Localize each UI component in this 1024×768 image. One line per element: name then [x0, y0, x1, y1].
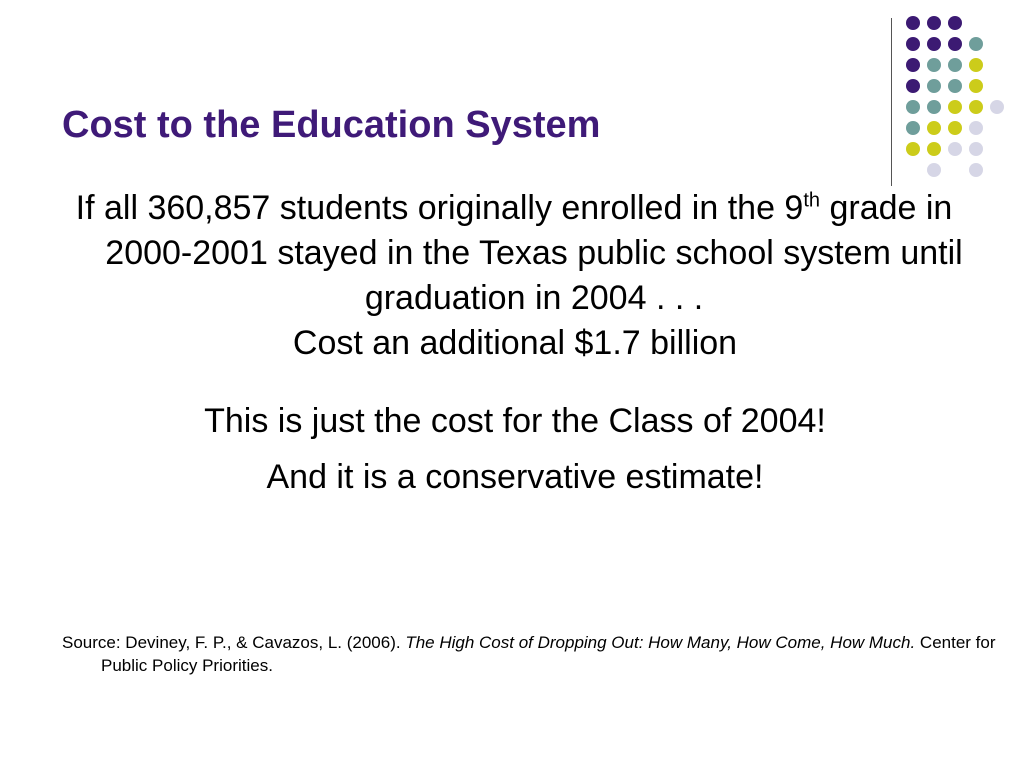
- decorative-dot: [948, 58, 962, 72]
- decorative-dot: [969, 79, 983, 93]
- decorative-dot: [948, 121, 962, 135]
- decorative-dot: [906, 16, 920, 30]
- conservative-estimate-statement: And it is a conservative estimate!: [266, 458, 764, 496]
- slide-body: [60, 186, 970, 500]
- decorative-dot: [948, 16, 962, 30]
- decorative-dot: [906, 121, 920, 135]
- source-citation: [62, 631, 1001, 677]
- decorative-dot: [990, 100, 1004, 114]
- decorative-dot: [927, 142, 941, 156]
- decorative-dot: [948, 79, 962, 93]
- decorative-dot: [927, 37, 941, 51]
- decorative-dot: [969, 163, 983, 177]
- vertical-divider: [891, 18, 892, 186]
- decorative-dot: [969, 100, 983, 114]
- slide-title: Cost to the Education System: [62, 104, 601, 146]
- decorative-dot: [906, 37, 920, 51]
- citation-title: The High Cost of Dropping Out: How Many, How Come, How Much.: [405, 633, 916, 652]
- decorative-dot-grid: [0, 0, 1024, 200]
- citation-publisher: Center for Public Policy Priorities.: [101, 633, 996, 675]
- decorative-dot: [927, 121, 941, 135]
- decorative-dot: [948, 37, 962, 51]
- decorative-dot: [927, 79, 941, 93]
- ordinal-superscript: th: [803, 189, 821, 212]
- cost-statement: Cost an additional $1.7 billion: [292, 324, 738, 362]
- decorative-dot: [969, 121, 983, 135]
- decorative-dot: [906, 58, 920, 72]
- decorative-dot: [906, 79, 920, 93]
- decorative-dot: [948, 100, 962, 114]
- decorative-dot: [927, 100, 941, 114]
- decorative-dot: [969, 37, 983, 51]
- enrollment-text-start: If all 360,857 students originally enrolled in the 9: [75, 189, 804, 227]
- decorative-dot: [906, 100, 920, 114]
- class-cost-statement: This is just the cost for the Class of 2004!: [204, 402, 826, 440]
- decorative-dot: [969, 142, 983, 156]
- decorative-dot: [948, 142, 962, 156]
- decorative-dot: [969, 58, 983, 72]
- decorative-dot: [906, 142, 920, 156]
- enrollment-text-end: grade in 2000-2001 stayed in the Texas public school system until graduation in 2004 . . .: [105, 189, 963, 317]
- decorative-dot: [927, 58, 941, 72]
- enrollment-paragraph: [60, 186, 970, 321]
- decorative-dot: [927, 16, 941, 30]
- citation-authors: Source: Deviney, F. P., & Cavazos, L. (2006).: [62, 633, 406, 652]
- decorative-dot: [927, 163, 941, 177]
